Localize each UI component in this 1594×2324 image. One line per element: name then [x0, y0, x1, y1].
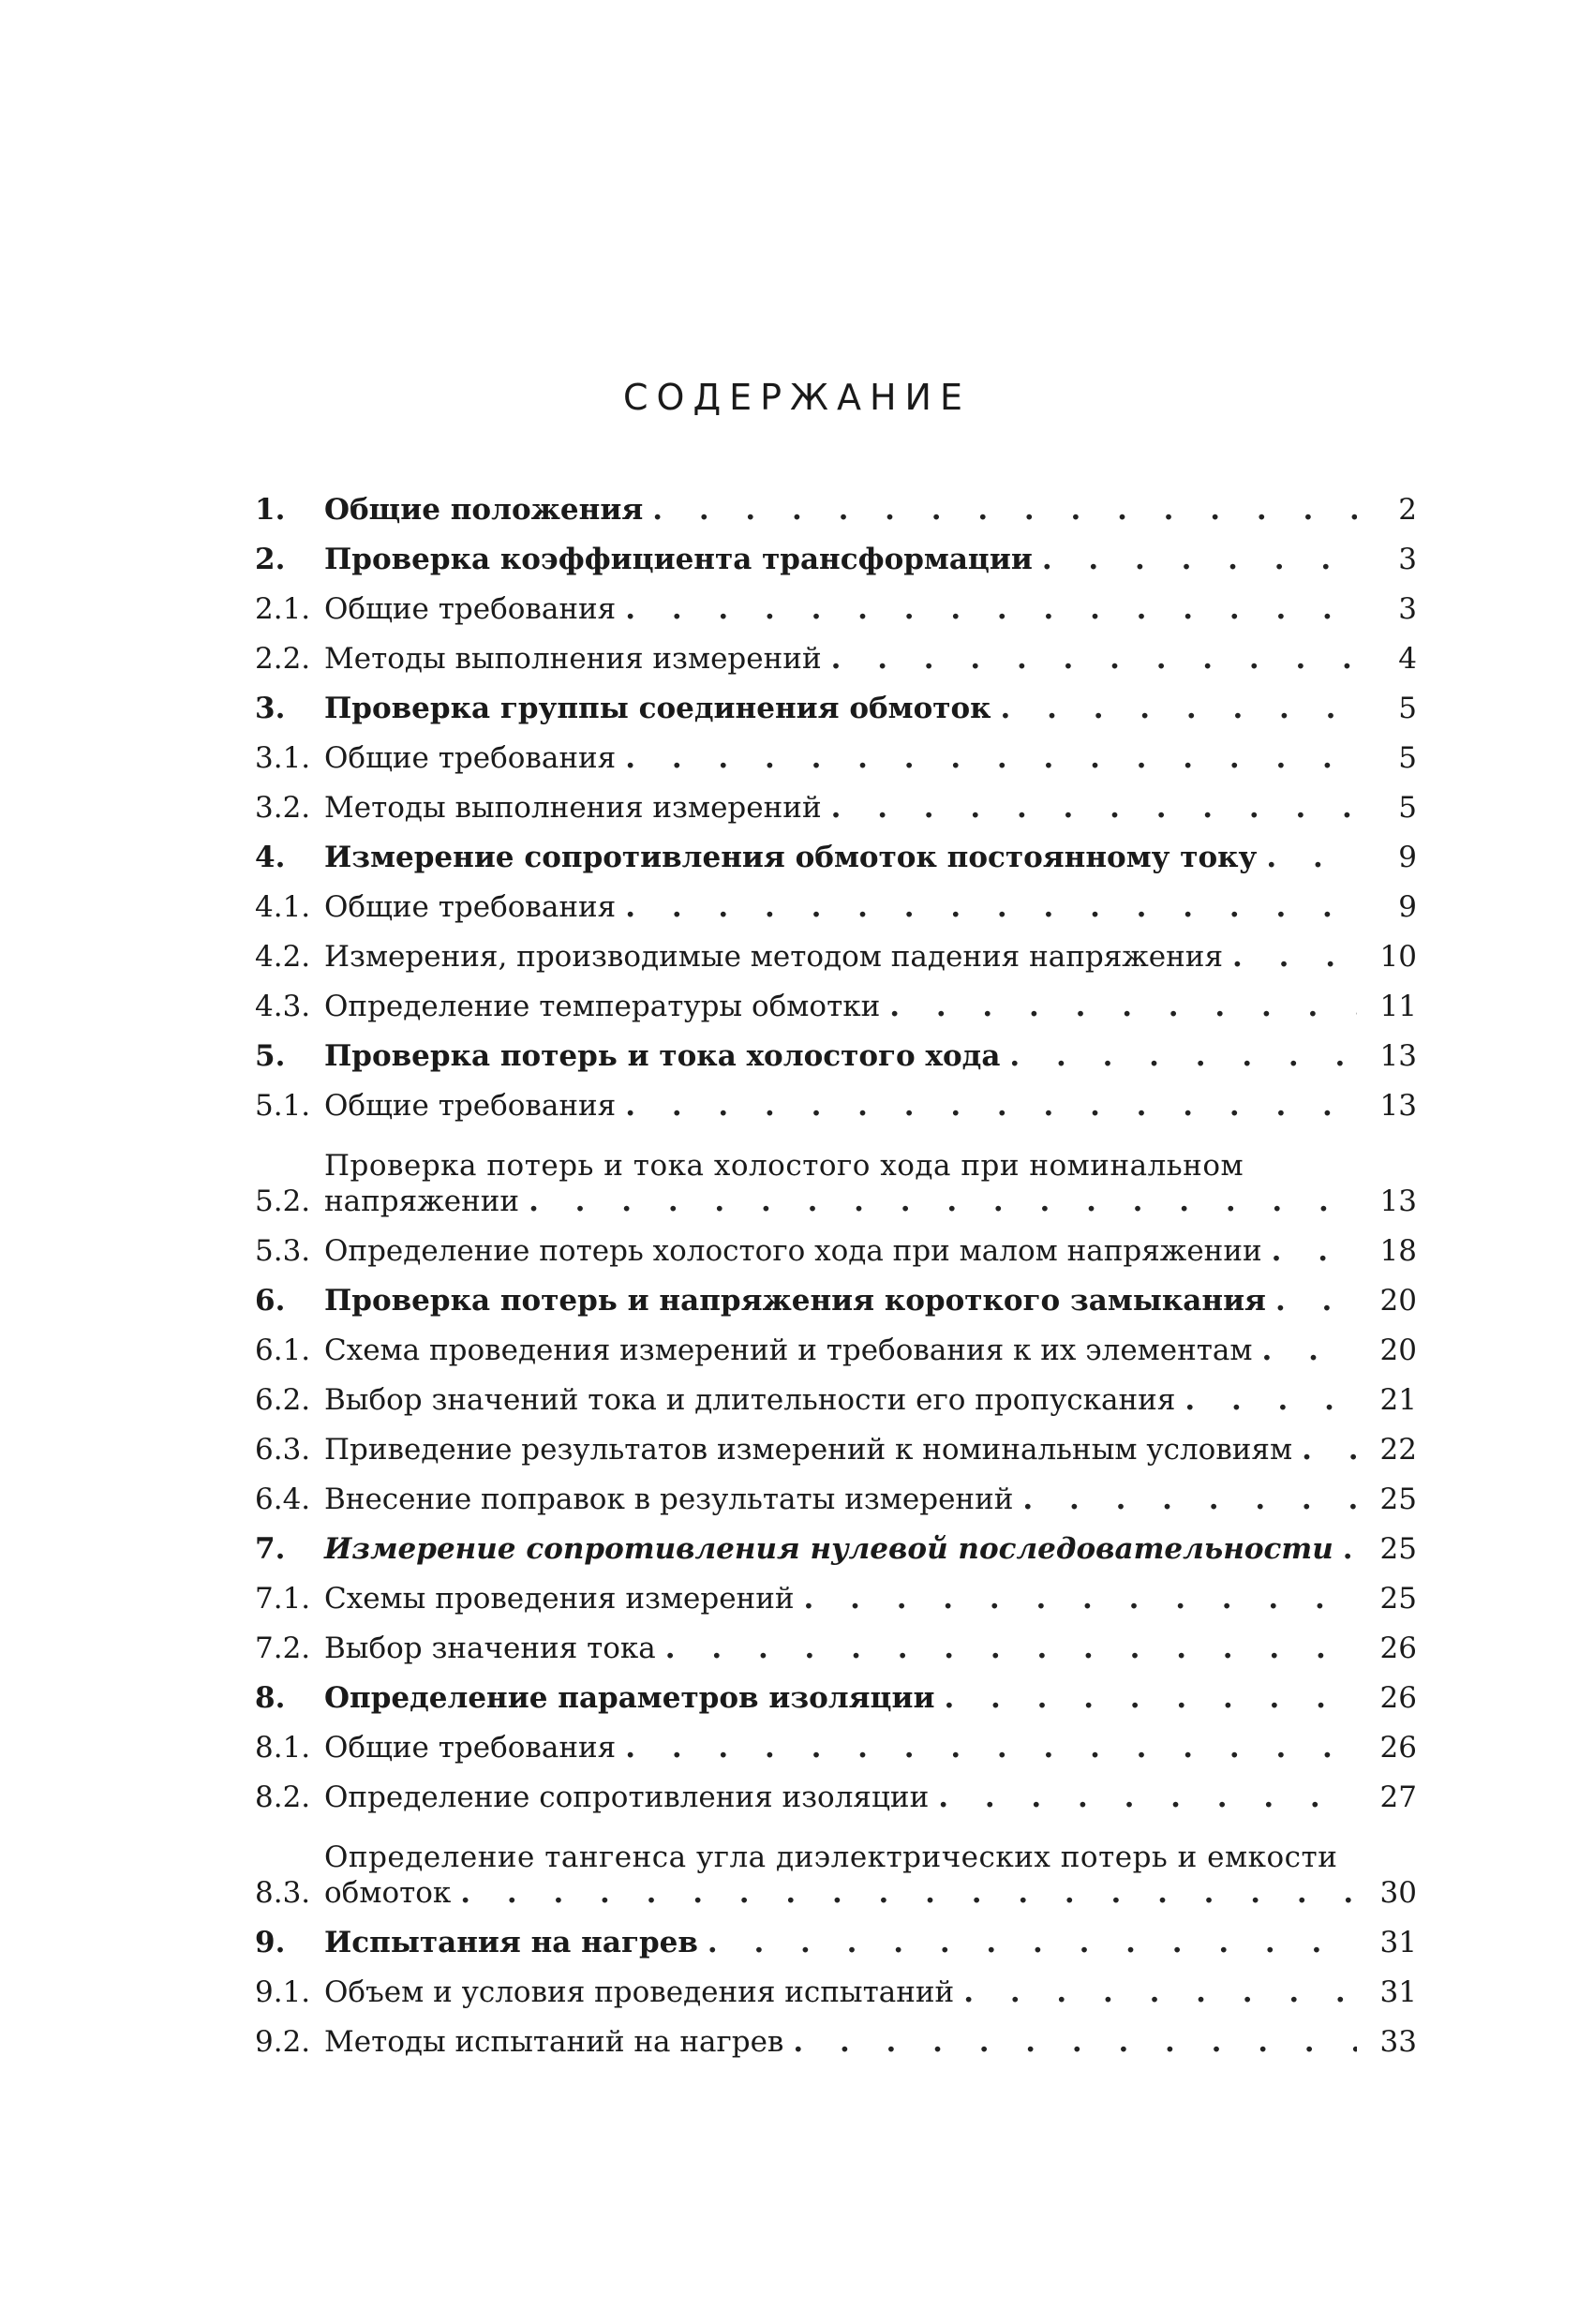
- toc-entry-body: [324, 2024, 1364, 2060]
- toc-entry-title: Общие требования: [324, 1089, 617, 1123]
- toc-entry-page-number: 31: [1379, 1975, 1417, 2009]
- dot-leader: [831, 641, 1357, 677]
- dot-leader: [1009, 1038, 1357, 1074]
- toc-entry-title: Определение тангенса угла диэлектрических потерь и емкости: [324, 1840, 1338, 1874]
- toc-entry-body: [324, 1840, 1364, 1911]
- toc-entry-page-number: 10: [1379, 940, 1417, 974]
- toc-entry-body: [324, 1088, 1364, 1124]
- toc-entry-page-number: 30: [1379, 1876, 1417, 1910]
- toc-entry-page-number: 13: [1379, 1039, 1417, 1073]
- toc-entry-page-number: 5: [1398, 692, 1417, 725]
- toc-entry: [255, 1567, 1417, 1616]
- toc-entry-body: [324, 1581, 1364, 1616]
- dot-leader: [1266, 840, 1357, 875]
- toc-entry-title-continuation: обмоток: [324, 1876, 452, 1910]
- toc-entry-body: [324, 790, 1364, 826]
- toc-entry-number: 7.: [255, 1532, 286, 1566]
- toc-entry-body: [324, 691, 1364, 726]
- toc-entry: [255, 2010, 1417, 2060]
- toc-entry-body: [324, 1974, 1364, 2010]
- toc-entry: [255, 1074, 1417, 1124]
- dot-leader: [460, 1875, 1357, 1911]
- toc-entry-body: [324, 1730, 1364, 1765]
- dot-leader: [1272, 1233, 1357, 1269]
- toc-entry-page-number: 25: [1379, 1482, 1417, 1516]
- toc-entry-body: [324, 1482, 1364, 1517]
- dot-leader: [625, 1730, 1357, 1765]
- dot-leader: [1302, 1432, 1357, 1467]
- toc-entry-page-number: 9: [1398, 890, 1417, 924]
- toc-entry-page-number: 2: [1398, 493, 1417, 527]
- toc-entry-page-number: 26: [1379, 1631, 1417, 1665]
- toc-entry-title: Схема проведения измерений и требования к их элементам: [324, 1333, 1253, 1367]
- toc-entry-body: [324, 1680, 1364, 1716]
- toc-entry-number: 4.3.: [255, 990, 311, 1023]
- toc-entry-page-number: 3: [1398, 592, 1417, 626]
- dot-leader: [625, 591, 1357, 627]
- toc-entry: [255, 1666, 1417, 1716]
- toc-entry-title: Измерения, производимые методом падения напряжения: [324, 940, 1224, 974]
- toc-entry-title: Методы выполнения измерений: [324, 642, 822, 676]
- toc-entry-multiline: [324, 1148, 1364, 1219]
- toc-entry-body: [324, 1233, 1364, 1269]
- toc-entry: [255, 1765, 1417, 1815]
- toc-entry-title: Приведение результатов измерений к номинальным условиям: [324, 1433, 1293, 1467]
- toc-entry-number: 8.2.: [255, 1780, 311, 1814]
- toc-entry-page-number: 4: [1398, 642, 1417, 676]
- toc-entry-page-number: 33: [1379, 2025, 1417, 2059]
- toc-entry-title: Общие требования: [324, 592, 617, 626]
- toc-entry: [255, 1219, 1417, 1269]
- toc-entry-page-number: 13: [1379, 1184, 1417, 1218]
- toc-entry-number: 9.: [255, 1926, 286, 1959]
- toc-entry-multiline: [324, 1840, 1364, 1911]
- toc-entry: [255, 627, 1417, 677]
- toc-entry-title: Проверка группы соединения обмоток: [324, 692, 991, 725]
- toc-entry-number: 5.3.: [255, 1234, 311, 1268]
- toc-entry-number: 6.1.: [255, 1333, 311, 1367]
- dot-leader: [1275, 1283, 1357, 1318]
- toc-entry-number: 8.: [255, 1681, 286, 1715]
- toc-entry-body: [324, 1283, 1364, 1318]
- toc-entry-body: [324, 740, 1364, 776]
- toc-entry-body: [324, 542, 1364, 577]
- toc-entry: [255, 1467, 1417, 1517]
- dot-leader: [1001, 691, 1357, 726]
- toc-entry-number: 5.: [255, 1039, 286, 1073]
- toc-entry-body: [324, 1925, 1364, 1960]
- toc-entry: [255, 826, 1417, 875]
- dot-leader: [1184, 1382, 1357, 1418]
- toc-entry-number: 3.2.: [255, 791, 311, 825]
- table-of-contents: [255, 478, 1417, 2060]
- toc-entry-title: Определение параметров изоляции: [324, 1681, 935, 1715]
- toc-entry: [255, 478, 1417, 528]
- dot-leader: [708, 1925, 1357, 1960]
- toc-entry-title: Методы испытаний на нагрев: [324, 2025, 784, 2059]
- toc-entry: [255, 925, 1417, 975]
- toc-entry-number: 2.2.: [255, 642, 311, 676]
- toc-entry-body: [324, 889, 1364, 925]
- toc-entry: [255, 1318, 1417, 1368]
- toc-entry-body: [324, 989, 1364, 1024]
- dot-leader: [625, 889, 1357, 925]
- toc-entry: [255, 1124, 1417, 1219]
- toc-entry-title: Методы выполнения измерений: [324, 791, 822, 825]
- toc-entry-page-number: 9: [1398, 841, 1417, 874]
- toc-entry-page-number: 25: [1379, 1532, 1417, 1566]
- toc-entry: [255, 1517, 1417, 1567]
- toc-entry-number: 6.4.: [255, 1482, 311, 1516]
- toc-entry-number: 9.1.: [255, 1975, 311, 2009]
- dot-leader: [1262, 1333, 1357, 1368]
- toc-entry-continuation-line: [324, 1184, 1364, 1219]
- toc-entry-number: 7.1.: [255, 1582, 311, 1616]
- toc-entry-title: Измерение сопротивления нулевой последовательности: [324, 1532, 1333, 1566]
- toc-entry-title: Выбор значения тока: [324, 1631, 656, 1665]
- dot-leader: [938, 1780, 1357, 1815]
- toc-entry-continuation-line: [324, 1875, 1364, 1911]
- toc-entry-title: Измерение сопротивления обмоток постоянному току: [324, 841, 1258, 874]
- dot-leader: [804, 1581, 1357, 1616]
- dot-leader: [944, 1680, 1357, 1716]
- toc-entry: [255, 875, 1417, 925]
- dot-leader: [1022, 1482, 1357, 1517]
- toc-entry-title: Испытания на нагрев: [324, 1926, 698, 1959]
- toc-entry-number: 8.3.: [255, 1876, 311, 1910]
- toc-entry-body: [324, 1631, 1364, 1666]
- toc-entry: [255, 1815, 1417, 1911]
- toc-entry-page-number: 20: [1379, 1333, 1417, 1367]
- toc-entry-title: Определение температуры обмотки: [324, 990, 881, 1023]
- dot-leader: [625, 740, 1357, 776]
- toc-entry: [255, 677, 1417, 726]
- toc-entry-page-number: 26: [1379, 1681, 1417, 1715]
- toc-entry-body: [324, 641, 1364, 677]
- toc-entry-title: Проверка коэффициента трансформации: [324, 543, 1033, 576]
- toc-entry-number: 6.2.: [255, 1383, 311, 1417]
- toc-entry-body: [324, 840, 1364, 875]
- dot-leader: [1042, 542, 1357, 577]
- toc-entry: [255, 528, 1417, 577]
- toc-entry: [255, 1960, 1417, 2010]
- toc-entry: [255, 726, 1417, 776]
- toc-entry-title: Определение сопротивления изоляции: [324, 1780, 930, 1814]
- toc-entry: [255, 776, 1417, 826]
- toc-entry-number: 2.1.: [255, 592, 311, 626]
- toc-entry-body: [324, 1333, 1364, 1368]
- toc-entry-number: 4.2.: [255, 940, 311, 974]
- toc-entry-page-number: 22: [1379, 1433, 1417, 1467]
- toc-entry-number: 4.1.: [255, 890, 311, 924]
- toc-entry-number: 8.1.: [255, 1731, 311, 1765]
- toc-entry-title: Проверка потерь и тока холостого хода при номинальном: [324, 1149, 1244, 1183]
- toc-entry-title: Внесение поправок в результаты измерений: [324, 1482, 1014, 1516]
- toc-entry-body: [324, 591, 1364, 627]
- toc-entry-title: Определение потерь холостого хода при малом напряжении: [324, 1234, 1262, 1268]
- dot-leader: [529, 1184, 1357, 1219]
- toc-entry-title: Выбор значений тока и длительности его пропускания: [324, 1383, 1176, 1417]
- toc-entry-page-number: 31: [1379, 1926, 1417, 1959]
- toc-entry-page-number: 5: [1398, 791, 1417, 825]
- dot-leader: [963, 1974, 1357, 2010]
- toc-entry-title: Общие положения: [324, 493, 644, 527]
- toc-entry-page-number: 3: [1398, 543, 1417, 576]
- toc-entry-body: [324, 492, 1364, 528]
- dot-leader: [625, 1088, 1357, 1124]
- toc-entry: [255, 577, 1417, 627]
- toc-entry-page-number: 18: [1379, 1234, 1417, 1268]
- toc-entry-body: [324, 1531, 1364, 1567]
- toc-entry-body: [324, 1780, 1364, 1815]
- toc-entry-page-number: 21: [1379, 1383, 1417, 1417]
- toc-entry-number: 5.2.: [255, 1184, 311, 1218]
- toc-entry-page-number: 20: [1379, 1284, 1417, 1318]
- toc-entry-number: 6.3.: [255, 1433, 311, 1467]
- dot-leader: [831, 790, 1357, 826]
- toc-entry-title: Общие требования: [324, 1731, 617, 1765]
- toc-entry-title: Проверка потерь и тока холостого хода: [324, 1039, 1001, 1073]
- toc-entry-number: 1.: [255, 493, 286, 527]
- toc-entry: [255, 1269, 1417, 1318]
- toc-entry-body: [324, 1148, 1364, 1219]
- toc-entry-page-number: 11: [1379, 990, 1417, 1023]
- toc-entry: [255, 1716, 1417, 1765]
- dot-leader: [665, 1631, 1357, 1666]
- toc-entry: [255, 1911, 1417, 1960]
- toc-entry: [255, 1418, 1417, 1467]
- toc-entry-title: Схемы проведения измерений: [324, 1582, 795, 1616]
- dot-leader: [889, 989, 1357, 1024]
- toc-entry-page-number: 25: [1379, 1582, 1417, 1616]
- page-title: СОДЕРЖАНИЕ: [623, 377, 971, 418]
- toc-entry-body: [324, 1432, 1364, 1467]
- toc-entry-number: 3.1.: [255, 741, 311, 775]
- toc-entry-body: [324, 939, 1364, 975]
- toc-entry-number: 4.: [255, 841, 286, 874]
- dot-leader: [793, 2024, 1357, 2060]
- toc-entry-page-number: 5: [1398, 741, 1417, 775]
- toc-entry-body: [324, 1382, 1364, 1418]
- toc-entry-title: Общие требования: [324, 890, 617, 924]
- toc-entry-number: 6.: [255, 1284, 286, 1318]
- toc-entry-number: 7.2.: [255, 1631, 311, 1665]
- toc-entry-title: Общие требования: [324, 741, 617, 775]
- toc-entry-body: [324, 1038, 1364, 1074]
- toc-entry-page-number: 13: [1379, 1089, 1417, 1123]
- toc-entry-number: 9.2.: [255, 2025, 311, 2059]
- toc-entry: [255, 1368, 1417, 1418]
- toc-entry-page-number: 27: [1379, 1780, 1417, 1814]
- toc-entry-page-number: 26: [1379, 1731, 1417, 1765]
- toc-entry-number: 2.: [255, 543, 286, 576]
- toc-entry: [255, 1616, 1417, 1666]
- toc-entry-title-continuation: напряжении: [324, 1184, 520, 1218]
- toc-entry-number: 5.1.: [255, 1089, 311, 1123]
- toc-entry-number: 3.: [255, 692, 286, 725]
- dot-leader: [1343, 1531, 1357, 1567]
- toc-entry-title: Объем и условия проведения испытаний: [324, 1975, 955, 2009]
- toc-entry: [255, 975, 1417, 1024]
- dot-leader: [652, 492, 1357, 528]
- toc-entry-title: Проверка потерь и напряжения короткого замыкания: [324, 1284, 1266, 1318]
- toc-entry: [255, 1024, 1417, 1074]
- dot-leader: [1232, 939, 1357, 975]
